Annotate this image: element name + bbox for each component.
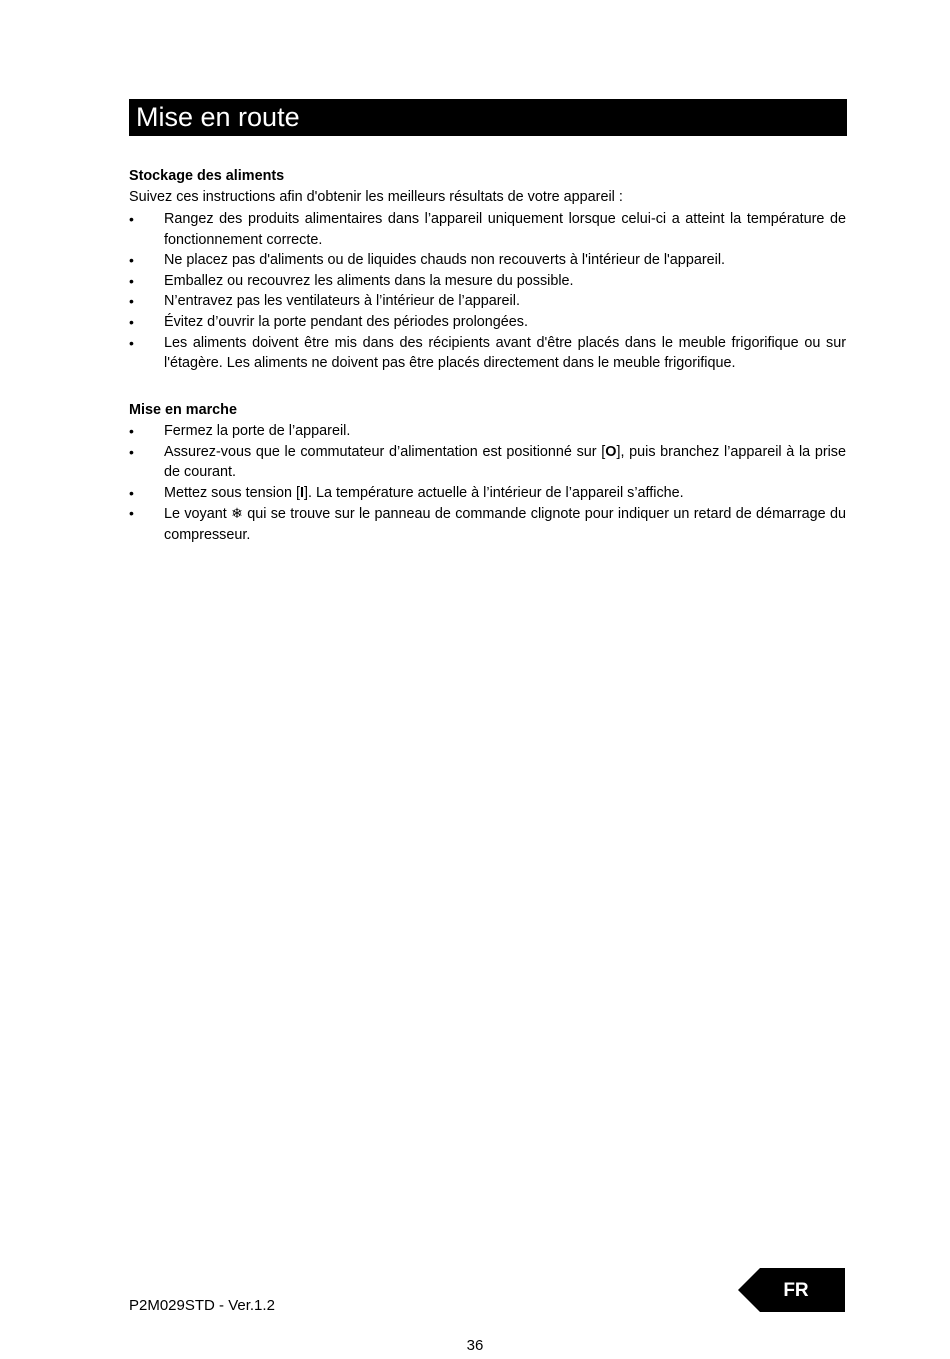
list-item-text: Rangez des produits alimentaires dans l’appareil uniquement lorsque celui-ci a atteint la température de fonctionnement correcte. bbox=[164, 211, 846, 248]
list-item-text bbox=[164, 442, 846, 483]
list-item-text: Fermez la porte de l’appareil. bbox=[164, 423, 351, 439]
bullet-icon: • bbox=[129, 313, 134, 330]
text-fragment: ]. La température actuelle à l’intérieur de l’appareil s’affiche. bbox=[303, 484, 684, 501]
bullet-icon: • bbox=[129, 334, 134, 351]
switch-off-symbol: O bbox=[605, 443, 617, 460]
bullet-icon: • bbox=[129, 293, 134, 310]
section-food-storage bbox=[129, 166, 846, 374]
section-heading: Stockage des aliments bbox=[129, 168, 285, 184]
list-item bbox=[129, 442, 846, 483]
list-item-text: Les aliments doivent être mis dans des récipients avant d'être placés dans le meuble frigorifique ou sur l'étagère. Les aliments ne doivent pas être placés directement dans le meuble frigorifique. bbox=[164, 334, 846, 372]
text-fragment: ], puis branchez l’appareil à la prise de courant. bbox=[164, 443, 847, 481]
section-startup bbox=[129, 400, 846, 546]
list-item-text: Ne placez pas d'aliments ou de liquides chauds non recouverts à l'intérieur de l'appareil. bbox=[164, 252, 726, 269]
text-fragment: Mettez sous tension [ bbox=[164, 484, 300, 501]
section-intro: Suivez ces instructions afin d'obtenir les meilleurs résultats de votre appareil : bbox=[129, 189, 623, 205]
list-item-text: N’entravez pas les ventilateurs à l’intérieur de l’appareil. bbox=[164, 293, 520, 310]
list-item-text bbox=[164, 503, 846, 545]
page-title-bar bbox=[129, 99, 847, 136]
document-reference: P2M029STD - Ver.1.2 bbox=[129, 1297, 275, 1314]
bullet-icon: • bbox=[129, 211, 134, 227]
list-item bbox=[129, 503, 846, 545]
section-heading: Mise en marche bbox=[129, 402, 237, 418]
list-item bbox=[129, 312, 846, 333]
bullet-icon: • bbox=[129, 423, 134, 439]
bullet-list bbox=[129, 421, 846, 546]
bullet-icon: • bbox=[129, 272, 134, 289]
page-title: Mise en route bbox=[136, 102, 300, 132]
list-item bbox=[129, 421, 846, 442]
text-fragment: Assurez-vous que le commutateur d’alimentation est positionné sur [ bbox=[164, 443, 606, 460]
list-item-text: Emballez ou recouvrez les aliments dans la mesure du possible. bbox=[164, 272, 574, 289]
text-fragment: Le voyant bbox=[164, 506, 232, 523]
list-item bbox=[129, 483, 846, 504]
bullet-icon: • bbox=[129, 505, 134, 522]
snowflake-icon: ❄ bbox=[231, 505, 243, 522]
list-item bbox=[129, 271, 846, 292]
page-number: 36 bbox=[466, 1337, 484, 1354]
text-fragment: qui se trouve sur le panneau de commande clignote pour indiquer un retard de démarrage du compresseur. bbox=[164, 506, 847, 543]
switch-on-symbol: I bbox=[299, 484, 304, 501]
bullet-icon: • bbox=[129, 484, 134, 501]
bullet-list bbox=[129, 209, 846, 374]
list-item-text bbox=[164, 483, 846, 504]
bullet-icon: • bbox=[129, 252, 134, 269]
list-item bbox=[129, 291, 846, 312]
list-item-text: Évitez d’ouvrir la porte pendant des périodes prolongées. bbox=[164, 313, 528, 330]
list-item bbox=[129, 250, 846, 271]
list-item bbox=[129, 333, 846, 374]
list-item bbox=[129, 209, 846, 250]
language-tag-label: FR bbox=[783, 1280, 809, 1301]
language-tag bbox=[738, 1268, 846, 1313]
bullet-icon: • bbox=[129, 443, 134, 460]
